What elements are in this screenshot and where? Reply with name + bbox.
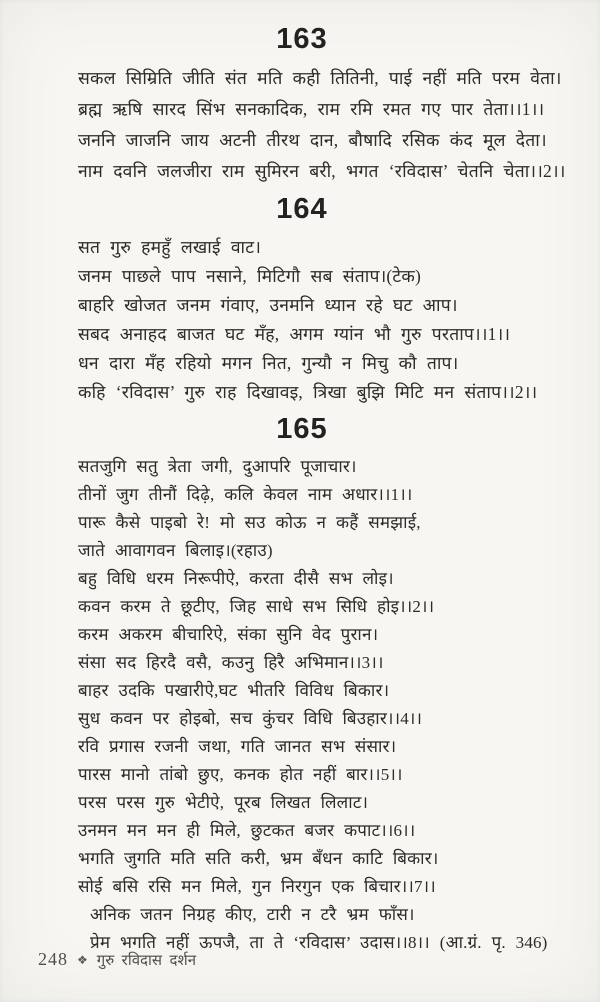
verse-line: अनिक जतन निग्रह कीए, टारी न टरै भ्रम फाँस। (90, 905, 415, 924)
verse-line: धन दारा मँह रहियो मगन नित, गुन्यौ न मिचु कौ ताप। (78, 353, 459, 373)
verse-line: तीनों जुग तीनौं दिढ़े, कलि केवल नाम अधार।।1।। (78, 485, 413, 504)
verse-line: बहु विधि धरम निरूपीऐ, करता दीसै सभ लोइ। (78, 569, 394, 588)
verse-line: ब्रह्म ऋषि सारद सिंभ सनकादिक, राम रमि रमत गए पार तेता।।1।। (78, 99, 545, 119)
verse-section-165 (78, 414, 556, 957)
verse-line: जाते आवागवन बिलाइ।(रहाउ) (78, 541, 273, 560)
verse-line: सकल सिम्रिति जीति संत मति कही तितिनी, पाई नहीं मति परम वेता। (78, 68, 562, 88)
verse-line: जननि जाजनि जाय अटनी तीरथ दान, बौषादि रसिक कंद मूल देता। (78, 130, 547, 150)
diamond-ornament-icon: ❖ (77, 953, 88, 967)
verse-line: बाहरि खोजत जनम गंवाए, उनमनि ध्यान रहे घट आप। (78, 295, 458, 315)
verse-line: सत गुरु हमहुँ लखाई वाट। (78, 237, 262, 257)
verse-line: पारस मानो तांबो छुए, कनक होत नहीं बार।।5।। (78, 765, 403, 784)
verse-number-heading: 165 (276, 413, 328, 445)
verse-line: सुध कवन पर होइबो, सच कुंचर विधि बिउहार।।4।। (78, 709, 423, 728)
verse-line: सतजुगि सतु त्रेता जगी, दुआपरि पूजाचार। (78, 457, 357, 476)
verse-section-163 (78, 23, 566, 187)
verse-line: नाम दवनि जलजीरा राम सुमिरन बरी, भगत ‘रविदास’ चेतनि चेता।।2।। (78, 161, 566, 181)
verse-line: भगति जुगति मति सति करी, भ्रम बँधन काटि बिकार। (78, 849, 439, 868)
verse-line: उनमन मन मन ही मिले, छुटकत बजर कपाट।।6।। (78, 821, 416, 840)
verse-line: कवन करम ते छूटीए, जिह साधे सभ सिधि होइ।।2।। (78, 597, 435, 616)
verse-line: बाहर उदकि पखारीऐ,घट भीतरि विविध बिकार। (78, 681, 390, 700)
page-number: 248 (38, 949, 68, 969)
verse-line: परस परस गुरु भेटीऐ, पूरब लिखत लिलाट। (78, 793, 369, 812)
verse-line: करम अकरम बीचारिऐ, संका सुनि वेद पुरान। (78, 625, 379, 644)
verse-line: प्रेम भगति नहीं ऊपजै, ता ते ‘रविदास’ उदास।।8।। (आ.ग्रं. पृ. 346) (90, 933, 548, 952)
verse-line: सबद अनाहद बाजत घट मँह, अगम ग्यांन भौ गुरु परताप।।1।। (78, 324, 511, 344)
verse-number-heading: 164 (276, 193, 328, 225)
verse-line: कहि ‘रविदास’ गुरु राह दिखावइ, त्रिखा बुझि मिटि मन संताप।।2।। (78, 382, 538, 402)
verse-number-heading: 163 (276, 23, 328, 55)
verse-line: पारू कैसे पाइबो रे! मो सउ कोऊ न कहैं समझाई, (78, 513, 421, 532)
book-title: गुरु रविदास दर्शन (96, 952, 197, 969)
verse-line: सोई बसि रसि मन मिले, गुन निरगुन एक बिचार।।7।। (78, 877, 436, 896)
verse-line: संसा सद हिरदै वसै, कउनु हिरै अभिमान।।3।। (78, 653, 384, 672)
verse-line: जनम पाछले पाप नसाने, मिटिगौ सब संताप।(टेक) (78, 266, 421, 286)
page-footer (38, 949, 196, 970)
verse-line: रवि प्रगास रजनी जथा, गति जानत सभ संसार। (78, 737, 397, 756)
verse-section-164 (78, 194, 556, 407)
